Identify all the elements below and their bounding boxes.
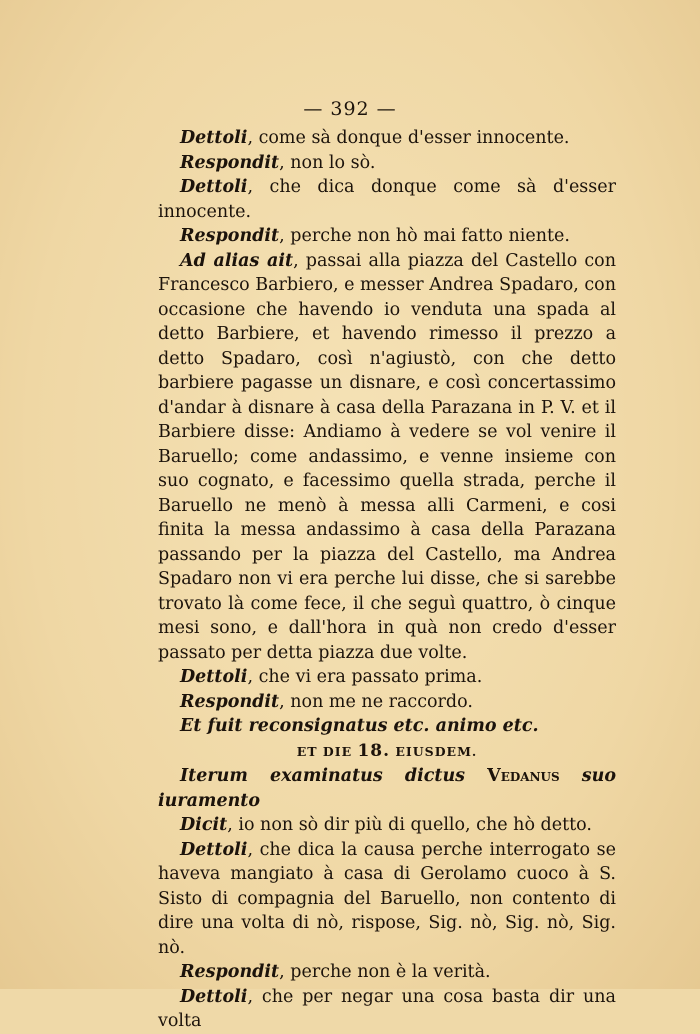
line-text: perche non è la verità. [290, 962, 491, 982]
speaker-label: Dettoli [180, 667, 248, 687]
reconsignatus-line: Et fuit reconsignatus etc. animo etc. [180, 716, 539, 736]
narrative-text: passai alla piazza del Castello con Francesco Barbiero, e messer Andrea Spadaro, con occasione che havendo io venduta una spada al detto Barbiere, et havendo rimesso il prezzo a detto Spadaro, così n'agiustò, con che detto barbiere pagasse un disnare, e così concertassimo d'andar à disnare à casa della Parazana in P. V. et il Barbiere disse: Andiamo à vedere se vol venire il Baruello; come andassimo, e venne insieme con suo cognato, e facessimo quella strada, perche il Baruello ne menò à messa alli Carmeni, e cosi finita la messa andassimo à casa della Parazana passando per la piazza del Castello, ma Andrea Spadaro non vi era perche lui disse, che si sarebbe trovato là come fece, il che seguì quattro, ò cinque mesi sono, e dall'hora in quà non credo d'esser passato per detta piazza due volte. [158, 250, 616, 663]
speaker-label: Ad alias ait [180, 250, 294, 271]
page-text [158, 126, 616, 1034]
dialogue-line: Respondit, non me ne raccordo. [180, 691, 473, 712]
line-text: io non sò dir più di quello, che hò detto. [238, 815, 592, 835]
dialogue-line: Respondit, perche non hò mai fatto niente. [180, 226, 570, 246]
dialogue-line: Dettoli, che per negar una cosa basta dir una volta [158, 986, 616, 1031]
line-text: perche non hò mai fatto niente. [290, 226, 570, 246]
speaker-label: Dettoli [180, 177, 248, 197]
line-text: non lo sò. [290, 152, 376, 173]
speaker-label: Respondit [180, 691, 280, 712]
line-text: non me ne raccordo. [290, 691, 473, 712]
line-text: che dica la causa perche interrogato se haveva mangiato à casa di Gerolamo cuoco à S. Sisto di compagnia del Baruello, non contento di dire una volta di nò, rispose, Sig. nò, Sig. nò, Sig. nò. [158, 839, 616, 958]
speaker-label: Respondit [180, 962, 280, 982]
dialogue-line: Respondit, non lo sò. [180, 152, 376, 173]
speaker-label: Respondit [180, 226, 280, 246]
narrative-paragraph: Ad alias ait, passai alla piazza del Castello con Francesco Barbiero, e messer Andrea Spadaro, con occasione che havendo io venduta una spada al detto Barbiere, et havendo rimesso il prezzo a detto Spadaro, così n'agiustò, con che detto barbiere pagasse un disnare, e così concertassimo d'andar à disnare à casa della Parazana in P. V. et il Barbiere disse: Andiamo à vedere se vol venire il Baruello; come andassimo, e venne insieme con suo cognato, e facessimo quella strada, perche il Baruello ne menò à messa alli Carmeni, e cosi finita la messa andassimo à casa della Parazana passando per la piazza del Castello, ma Andrea Spadaro non vi era perche lui disse, che si sarebbe trovato là come fece, il che seguì quattro, ò cinque mesi sono, e dall'hora in quà non credo d'esser passato per detta piazza due volte. [158, 250, 616, 663]
dialogue-line: Dettoli, che dica donque come sà d'esser innocente. [158, 177, 616, 222]
witness-name: Vedanus [487, 766, 560, 786]
date-heading: ET DIE 18. EIUSDEM. [296, 740, 478, 761]
speaker-label: Dicit [180, 815, 228, 835]
dialogue-line: Dettoli, come sà donque d'esser innocente. [180, 128, 570, 148]
page-number: — 392 — [303, 98, 397, 120]
line-text: che dica donque come sà d'esser innocente. [158, 177, 616, 222]
examinatus-line: Iterum examinatus dictus Vedanus suo iuramento [158, 766, 617, 811]
speaker-label: Dettoli [180, 839, 248, 860]
dialogue-line: Dicit, io non sò dir più di quello, che hò detto. [180, 815, 592, 835]
speaker-label: Dettoli [180, 986, 248, 1007]
dialogue-line: Dettoli, che dica la causa perche interrogato se haveva mangiato à casa di Gerolamo cuoco à S. Sisto di compagnia del Baruello, non contento di dire una volta di nò, rispose, Sig. nò, Sig. nò, Sig. nò. [158, 839, 616, 958]
speaker-label: Dettoli [180, 128, 248, 148]
speaker-label: Respondit [180, 152, 280, 173]
line-text: che vi era passato prima. [258, 667, 483, 687]
line-text: come sà donque d'esser innocente. [258, 128, 570, 148]
line-text: che per negar una cosa basta dir una volta [158, 986, 616, 1031]
dialogue-line: Dettoli, che vi era passato prima. [180, 667, 483, 687]
dialogue-line: Respondit, perche non è la verità. [180, 962, 491, 982]
